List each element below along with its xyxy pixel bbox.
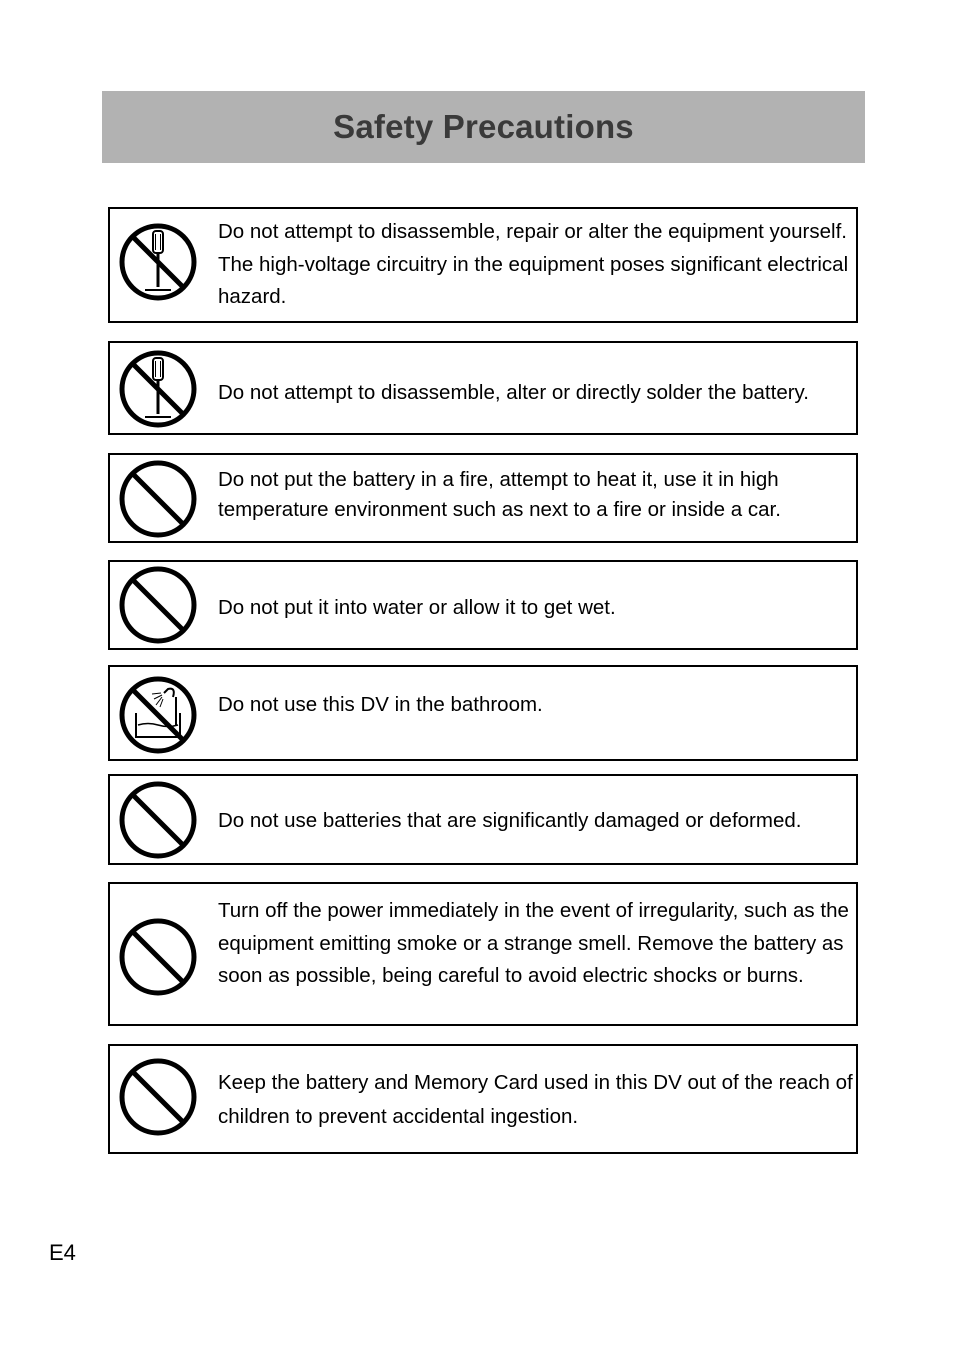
precaution-text: Do not use batteries that are significantly damaged or deformed. [218, 809, 802, 832]
precaution-box [108, 341, 858, 435]
precaution-text: Do not put it into water or allow it to get wet. [218, 596, 616, 619]
precaution-box [108, 882, 858, 1026]
precaution-text: Do not use this DV in the bathroom. [218, 693, 543, 716]
prohibited-icon [118, 780, 198, 860]
no-disassemble-icon [118, 222, 198, 302]
precaution-box [108, 207, 858, 323]
page-number: E4 [49, 1240, 76, 1265]
precaution-text: Do not put the battery in a fire, attempt to heat it, use it in high temperature environment such as next to a fire or inside a car. [218, 468, 781, 521]
page-title: Safety Precautions [333, 108, 634, 145]
precaution-box [108, 453, 858, 543]
precaution-box [108, 1044, 858, 1154]
precaution-text: Do not attempt to disassemble, alter or directly solder the battery. [218, 381, 809, 404]
precaution-text: Keep the battery and Memory Card used in this DV out of the reach of children to prevent accidental ingestion. [218, 1071, 853, 1128]
precaution-box [108, 774, 858, 865]
no-disassemble-icon [118, 349, 198, 429]
prohibited-icon [118, 459, 198, 539]
prohibited-icon [118, 917, 198, 997]
prohibited-icon [118, 1057, 198, 1137]
precaution-box [108, 560, 858, 650]
title-banner [102, 91, 865, 163]
precaution-box [108, 665, 858, 761]
precaution-text: Turn off the power immediately in the event of irregularity, such as the equipment emitting smoke or a strange smell. Remove the battery as soon as possible, being careful to avoid electric shocks or burns. [218, 899, 849, 987]
prohibited-icon [118, 565, 198, 645]
precaution-text: Do not attempt to disassemble, repair or alter the equipment yourself. The high-voltage circuitry in the equipment poses significant electrical hazard. [218, 220, 849, 308]
no-bathroom-icon [118, 675, 198, 755]
